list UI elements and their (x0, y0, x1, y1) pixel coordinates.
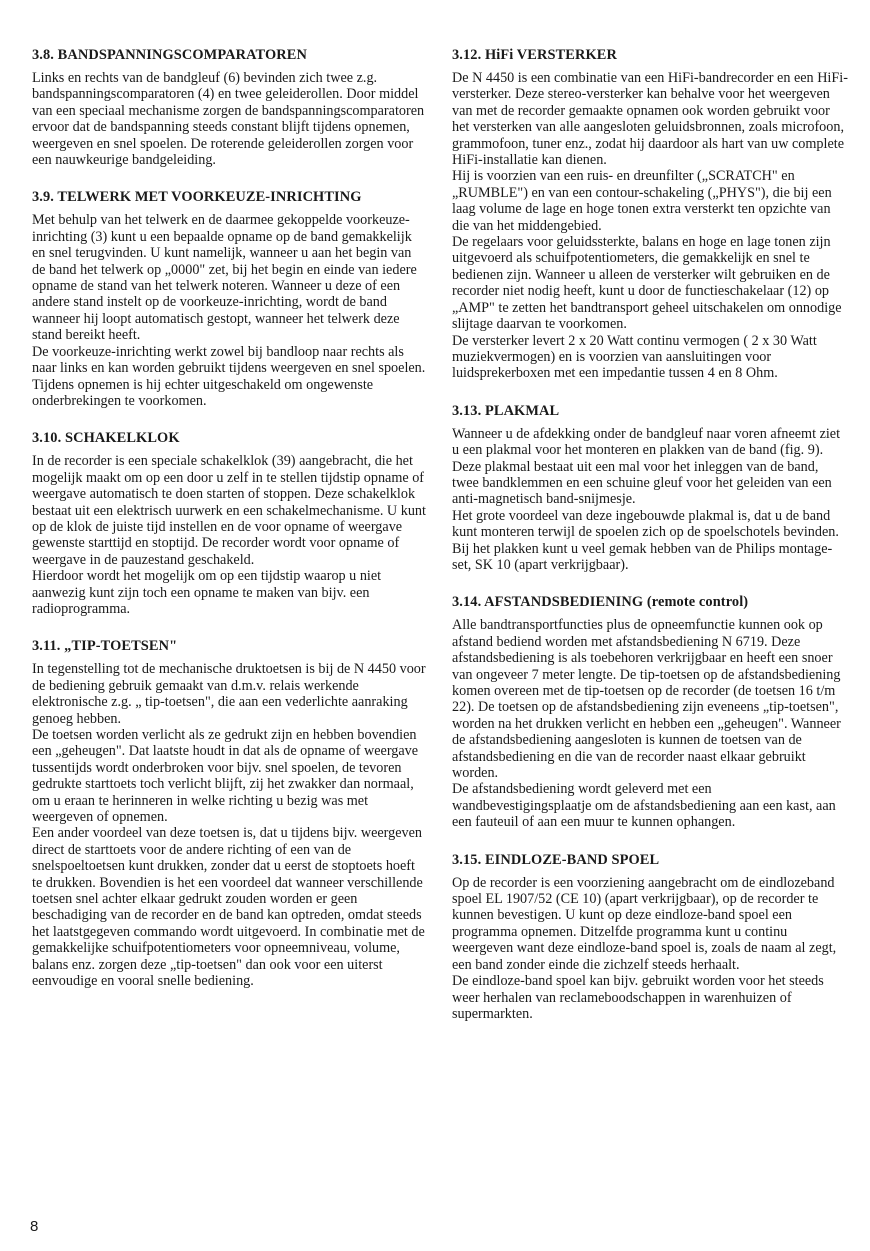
section-heading: 3.10. SCHAKELKLOK (32, 430, 180, 447)
section-heading: 3.13. PLAKMAL (452, 402, 560, 419)
paragraph: De N 4450 is een combinatie van een HiFi-bandrecorder en een HiFi-versterker. Deze stereo-versterker kan behalve voor het weergeven van met de recorder gemaakte opnamen ook worden gebruikt voor het versterken van alle aangesloten geluidsbronnen, zoals microfoon, grammofoon, tuner enz., zodat hij daardoor als hart van uw complete HiFi-installatie kan dienen. (452, 70, 848, 169)
section-plakmal (452, 402, 848, 574)
paragraph: Wanneer u de afdekking onder de bandgleuf naar voren afneemt ziet u een plakmal voor het monteren en plakken van de band (fig. 9). (452, 425, 841, 459)
paragraph: Een ander voordeel van deze toetsen is, dat u tijdens bijv. weergeven direct de starttoets voor de andere richting of een van de snelspoeltoetsen kunt drukken, zonder dat u eerst de stoptoets hoeft te drukken. Bovendien is het een voordeel dat wanneer verschillende toetsen snel achter elkaar gedrukt zouden worden er geen beschadiging van de recorder en de band kan optreden, omdat steeds het laatstgegeven commando wordt uitgevoerd. In combinatie met de gemakkelijke schuifpotentiometers voor opneemniveau, volume, balans enz. zorgen deze „tip-toetsen" dan ook voor een uiterst eenvoudige en vooral snelle bediening. (32, 825, 425, 990)
paragraph: Bij het plakken kunt u veel gemak hebben van de Philips montage-set, SK 10 (apart verkrijgbaar). (452, 540, 833, 573)
section-heading: 3.15. EINDLOZE-BAND SPOEL (452, 851, 660, 868)
paragraph: De versterker levert 2 x 20 Watt continu vermogen ( 2 x 30 Watt muziekvermogen) en is voorzien van aansluitingen voor luidsprekerboxen met een impedantie tussen 4 en 8 Ohm. (452, 332, 817, 382)
section-heading: 3.11. „TIP-TOETSEN" (32, 638, 178, 655)
paragraph: Op de recorder is een voorziening aangebracht om de eindlozeband spoel EL 1907/52 (CE 10) (apart verkrijgbaar), op de recorder te kunnen bevestigen. U kunt op deze eindloze-band spoel een programma opnemen. Ditzelfde programma kunt u continu weergeven want deze eindloze-band spoel is, zoals de naam al zegt, een band zonder einde die zichzelf steeds herhaalt. (452, 874, 837, 973)
page-number: 8 (30, 1218, 39, 1235)
right-column (452, 46, 848, 1042)
section-heading: 3.14. AFSTANDSBEDIENING (remote control) (452, 594, 749, 611)
paragraph: De toetsen worden verlicht als ze gedrukt zijn en hebben bovendien een „geheugen". Dat laatste houdt in dat als de opname of weergave tussentijds wordt onderbroken voor bijv. snel spoelen, de tevoren gedrukte starttoets toch verlicht blijft, zij het zwakker dan normaal, om u eraan te herinneren in welke richting u bezig was met weergeven of opnemen. (32, 727, 419, 826)
section-schakelklok (32, 429, 428, 617)
left-column (32, 46, 428, 1010)
paragraph: In de recorder is een speciale schakelklok (39) aangebracht, die het mogelijk maakt om op een door u zelf in te stellen tijdstip opname of weergave automatisch te doen starten of stoppen. Deze schakelklok bestaat uit een elektrisch uurwerk en een schakelmechanisme. U kunt op de klok de juiste tijd instellen en de voor opname of weergave gewenste starttijd en stoptijd. De recorder wordt voor opname of weergave in de pauzestand geschakeld. (32, 453, 426, 568)
paragraph: Links en rechts van de bandgleuf (6) bevinden zich twee z.g. bandspanningscomparatoren (4) en twee geleiderollen. Door middel van een speciaal mechanisme zorgen de bandspanningscomparatoren ervoor dat de bandspanning steeds constant blijft tijdens opnemen, weergeven en snel spoelen. De roterende geleiderollen zorgen voor een nauwkeurige bandgeleiding. (32, 70, 425, 169)
paragraph: Hierdoor wordt het mogelijk om op een tijdstip waarop u niet aanwezig kunt zijn toch een opname te maken van bijv. een radioprogramma. (32, 568, 382, 617)
section-tip-toetsen (32, 637, 428, 989)
paragraph: De eindloze-band spoel kan bijv. gebruikt worden voor het steeds weer herhalen van reclameboodschappen in warenhuizen of supermarkten. (452, 973, 824, 1022)
paragraph: Alle bandtransportfuncties plus de opneemfunctie kunnen ook op afstand bediend worden met afstandsbediening N 6719. Deze afstandsbediening is als toebehoren verkrijgbaar en heeft een snoer van ongeveer 7 meter lengte. De tip-toetsen op de afstandsbediening komen overeen met de tip-toetsen op de recorder (de toetsen 16 t/m 22). De toetsen op de afstandsbediening zijn eveneens „tip-toetsen", worden na het drukken verlicht en hebben een „geheugen". Wanneer de afstandsbediening aangesloten is kunnen de toetsen van de afstandsbediening en die van de recorder naast elkaar gebruikt worden. (452, 617, 841, 782)
paragraph: In tegenstelling tot de mechanische druktoetsen is bij de N 4450 voor de bediening gebruik gemaakt van d.m.v. relais werkende elektronische z.g. „ tip-toetsen", die aan een vederlichte aanraking genoeg hebben. (32, 661, 426, 727)
paragraph: Het grote voordeel van deze ingebouwde plakmal is, dat u de band kunt monteren terwijl de spoelen zich op de spoelschotels bevinden. (452, 507, 839, 541)
section-heading: 3.12. HiFi VERSTERKER (452, 47, 617, 63)
paragraph: De regelaars voor geluidssterkte, balans en hoge en lage tonen zijn uitgevoerd als schuifpotentiometers, die gemakkelijk en snel te bedienen zijn. Wanneer u alleen de versterker wilt gebruiken en de recorder niet nodig heeft, kunt u door de functieschakelaar (12) op „AMP" te zetten het bandtransport geheel uitschakelen om onnodige slijtage daarvan te voorkomen. (452, 234, 842, 333)
section-heading: 3.8. BANDSPANNINGSCOMPARATOREN (32, 47, 307, 63)
paragraph: Hij is voorzien van een ruis- en dreunfilter („SCRATCH" en „RUMBLE") en van een contour-schakeling („PHYS"), die bij een laag volume de lage en hoge tonen extra versterkt ten opzichte van die van het middengebied. (452, 168, 832, 234)
paragraph: Deze plakmal bestaat uit een mal voor het inleggen van de band, twee bandklemmen en een schuine gleuf voor het geleiden van een anti-magnetisch band-snijmesje. (452, 458, 832, 508)
section-heading: 3.9. TELWERK MET VOORKEUZE-INRICHTING (32, 189, 362, 206)
paragraph: De afstandsbediening wordt geleverd met een wandbevestigingsplaatje om de afstandsbediening aan een kast, aan een fauteuil of aan een muur te kunnen ophangen. (452, 781, 836, 831)
section-hifi-versterker (452, 46, 848, 382)
paragraph: De voorkeuze-inrichting werkt zowel bij bandloop naar rechts als naar links en kan worden gebruikt tijdens weergeven en snel spoelen. Tijdens opnemen is hij echter uitgeschakeld om ongewenste onderbrekingen te voorkomen. (32, 343, 426, 409)
section-bandspanningscomparatoren (32, 46, 428, 168)
section-telwerk (32, 188, 428, 409)
paragraph: Met behulp van het telwerk en de daarmee gekoppelde voorkeuze-inrichting (3) kunt u een bepaalde opname op de band gemakkelijk en snel terugvinden. U kunt namelijk, wanneer u aan het begin van de band het telwerk op „0000" zet, bij het begin en einde van iedere opname de stand van het telwerk noteren. Wanneer u deze of een andere stand instelt op de voorkeuze-inrichting, wordt de band wanneer hij loopt automatisch gestopt, wanneer het telwerk deze stand bereikt heeft. (32, 212, 417, 344)
section-afstandsbediening (452, 593, 848, 830)
section-eindloze-band-spoel (452, 851, 848, 1023)
